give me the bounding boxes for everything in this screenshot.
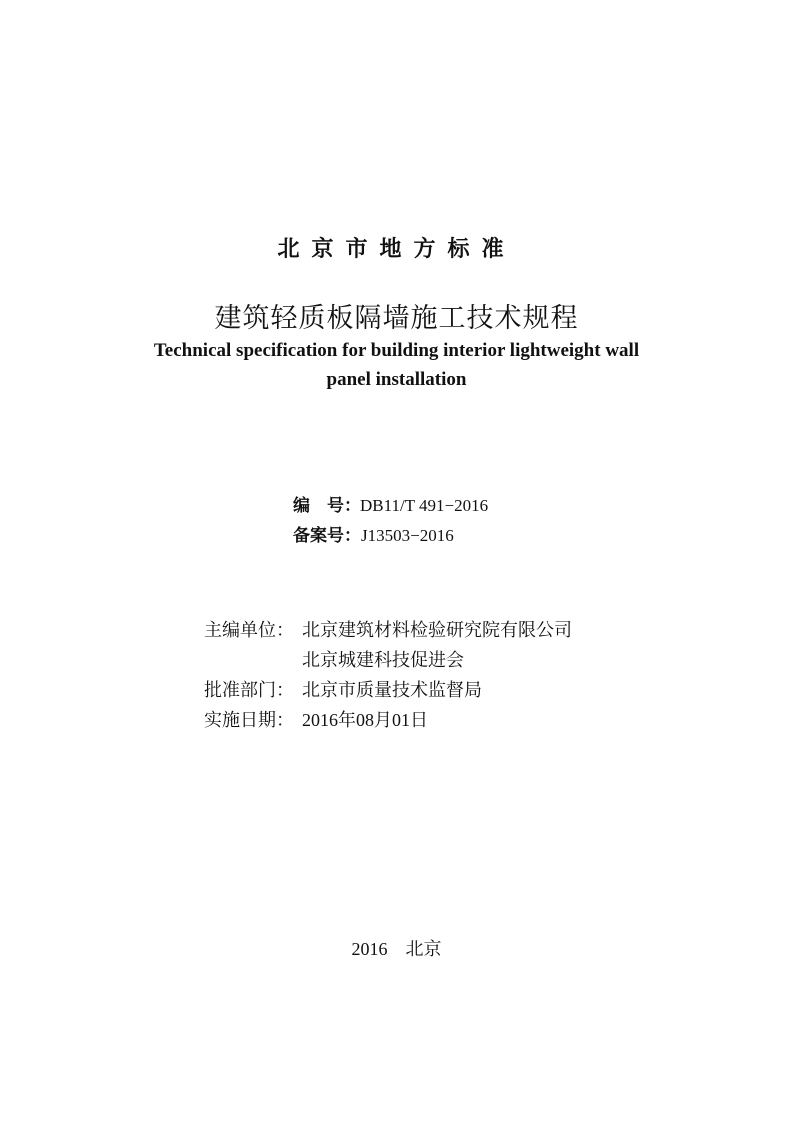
record-number-value: J13503−2016 xyxy=(361,526,454,545)
approver-label: 批准部门： xyxy=(204,680,294,701)
editor-label: 主编单位： xyxy=(204,620,294,641)
effective-date-value: 2016年08月01日 xyxy=(302,710,428,730)
record-number-label: 备案号： xyxy=(293,526,361,546)
editor-org-2: 北京城建科技促进会 xyxy=(302,650,464,671)
effective-date-row xyxy=(204,706,428,732)
editor-org-1: 北京建筑材料检验研究院有限公司 xyxy=(302,620,572,641)
editor-row-2 xyxy=(302,646,464,672)
record-number-row xyxy=(293,521,454,546)
standard-code-label: 编 号： xyxy=(293,496,361,516)
standard-type: 北京市地方标准 xyxy=(277,237,516,262)
editor-row xyxy=(204,616,572,642)
approver-value: 北京市质量技术监督局 xyxy=(302,680,482,701)
title-english-line2: panel installation xyxy=(326,369,467,390)
title-english-line1: Technical specification for building interior lightweight wall xyxy=(153,340,640,361)
publication-city: 北京 xyxy=(405,939,442,960)
standard-code-value: DB11/T 491−2016 xyxy=(360,496,489,515)
publication-footer xyxy=(0,935,793,961)
approver-row xyxy=(204,676,482,702)
effective-date-label: 实施日期： xyxy=(204,710,294,731)
title-chinese: 建筑轻质板隔墙施工技术规程 xyxy=(214,303,579,334)
standard-code-row xyxy=(293,491,488,516)
publication-year: 2016 xyxy=(351,939,388,959)
